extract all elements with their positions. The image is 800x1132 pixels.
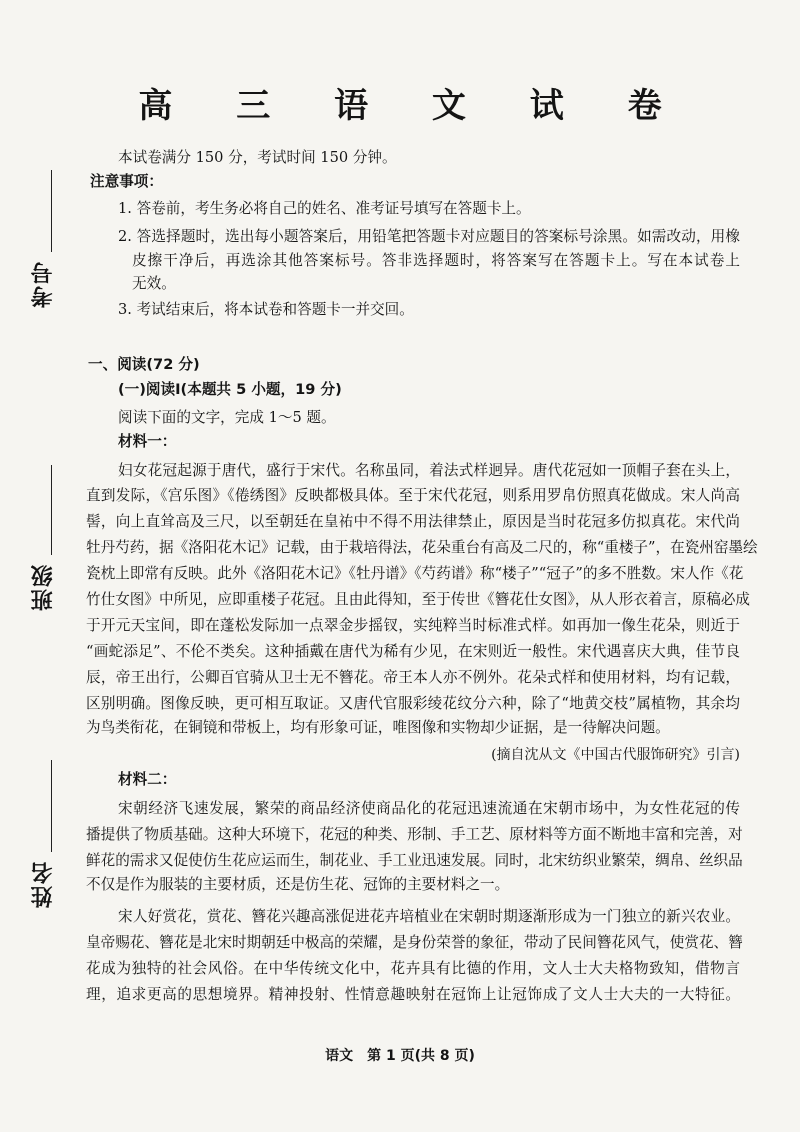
- material1-line: “画蛇添足”、不伦不类矣。这种插戴在唐代为稀有少见，在宋则近一般性。宋代遇喜庆大典，佳节良: [86, 643, 740, 660]
- subsection-heading: (一)阅读Ⅰ(本题共 5 小题，19 分): [118, 381, 342, 398]
- name-label: 姓名: [31, 860, 56, 908]
- material2-line: 鲜花的需求又促使仿生花应运而生，制花业、手工业迅速发展。同时，北宋纺织业繁荣，绸帛、丝织品: [86, 852, 743, 869]
- note-item: 无效。: [132, 275, 176, 292]
- material1-line: 于开元天宝间，即在蓬松发际加一点翠金步摇钗，实纯粹当时标准式样。如再加一像生花朵，则近于: [86, 617, 740, 634]
- class-field: [28, 465, 68, 610]
- instruction-text: 阅读下面的文字，完成 1～5 题。: [118, 409, 336, 426]
- name-line: [51, 760, 52, 852]
- material2-line: 花成为独特的社会风俗。在中华传统文化中，花卉具有比德的作用，文人士大夫格物致知，借物言: [86, 960, 740, 977]
- material1-line: 瓷枕上即常有反映。此外《洛阳花木记》《牡丹谱》《芍药谱》称“楼子”“冠子”的多不胜数。宋人作《花: [86, 565, 744, 582]
- material1-line: 竹仕女图》中所见，应即重楼子花冠。且由此得知，至于传世《簪花仕女图》，从人形衣着言，原稿必成: [86, 591, 751, 608]
- material1-line: 辰，帝王出行，公卿百官骑从卫士无不簪花。帝王本人亦不例外。花朵式样和使用材料，均有记载，: [86, 669, 740, 686]
- material2-line: 宋朝经济飞速发展，繁荣的商品经济使商品化的花冠迅速流通在宋朝市场中，为女性花冠的传: [118, 800, 740, 817]
- note-item: 皮擦干净后，再选涂其他答案标号。答非选择题时，将答案写在答题卡上。写在本试卷上: [132, 252, 740, 269]
- class-label: 班级: [31, 563, 56, 611]
- material1-line: 牡丹芍药，据《洛阳花木记》记载，由于栽培得法，花朵重台有高及二尺的，称“重楼子”，在瓷州窑墨绘: [86, 539, 758, 556]
- note-item: 1. 答卷前，考生务必将自己的姓名、准考证号填写在答题卡上。: [118, 200, 531, 217]
- material1-line: 妇女花冠起源于唐代，盛行于宋代。名称虽同，着法式样迥异。唐代花冠如一顶帽子套在头上，: [118, 462, 740, 479]
- exam-title: 高 三 语 文 试 卷: [138, 86, 688, 126]
- exam-intro: 本试卷满分 150 分，考试时间 150 分钟。: [118, 149, 397, 166]
- notes-heading: 注意事项：: [90, 173, 163, 190]
- section-heading: 一、阅读(72 分): [88, 356, 200, 373]
- material2-line: 播提供了物质基础。这种大环境下，花冠的种类、形制、手工艺、原材料等方面不断地丰富和完善，对: [86, 826, 743, 843]
- material1-line: 髻，向上直耸高及三尺，以至朝廷在皇祐中不得不用法律禁止，原因是当时花冠多仿拟真花。宋代尚: [86, 513, 740, 530]
- exam-number-field: [28, 170, 68, 310]
- note-item: 2. 答选择题时，选出每小题答案后，用铅笔把答题卡对应题目的答案标号涂黑。如需改动，用橡: [118, 228, 740, 245]
- material2-line: 皇帝赐花、簪花是北宋时期朝廷中极高的荣耀，是身份荣誉的象征，带动了民间簪花风气，使赏花、簪: [86, 934, 743, 951]
- exam-number-label: 考号: [31, 260, 56, 308]
- material2-line: 理，追求更高的思想境界。精神投射、性情意趣映射在冠饰上让冠饰成了文人士大夫的一大特征。: [86, 986, 740, 1003]
- note-item: 3. 考试结束后，将本试卷和答题卡一并交回。: [118, 301, 414, 318]
- material1-line: 直到发际，《宫乐图》《倦绣图》反映都极具体。至于宋代花冠，则系用罗帛仿照真花做成。宋人尚高: [86, 487, 740, 504]
- material1-source: (摘自沈从文《中国古代服饰研究》引言): [491, 747, 740, 763]
- material2-label: 材料二：: [118, 771, 177, 788]
- name-field: [28, 760, 68, 910]
- class-line: [51, 465, 52, 555]
- material2-line: 宋人好赏花，赏花、簪花兴趣高涨促进花卉培植业在宋朝时期逐渐形成为一门独立的新兴农业。: [118, 908, 740, 925]
- page-footer: 语文 第 1 页(共 8 页): [325, 1048, 475, 1064]
- material1-line: 为鸟类衔花，在铜镜和带板上，均有形象可证，唯图像和实物却少证据，是一待解决问题。: [86, 719, 670, 736]
- material1-line: 区别明确。图像反映，更可相互取证。又唐代官服彩绫花纹分六种，除了“地黄交枝”属植物，其余均: [86, 695, 740, 712]
- material1-label: 材料一：: [118, 433, 177, 450]
- material2-line: 不仅是作为服装的主要材质，还是仿生花、冠饰的主要材料之一。: [86, 876, 510, 893]
- exam-number-line: [51, 170, 52, 252]
